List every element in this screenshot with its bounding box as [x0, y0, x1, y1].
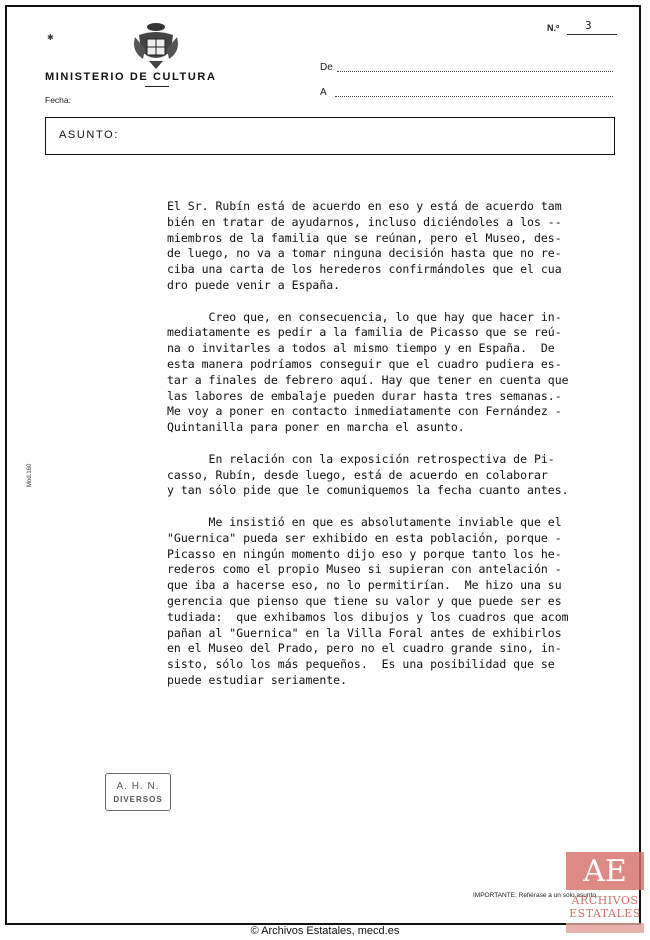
corner-mark: ✱: [47, 33, 54, 42]
text-line: "Guernica" pueda ser exhibido en esta población, porque -: [167, 530, 562, 545]
text-line: bién en tratar de ayudarnos, incluso diciéndoles a los --: [167, 214, 562, 229]
document-page: [5, 5, 641, 925]
text-line: tudiada: que exhibamos los dibujos y los cuadros que acom: [167, 609, 569, 624]
text-line: tar a finales de febrero aquí. Hay que tener en cuenta que: [167, 372, 569, 387]
side-form-code: Mod.160: [27, 463, 33, 487]
text-line: Me voy a poner en contacto inmediatamente con Fernández -: [167, 404, 562, 419]
text-line: pañan al "Guernica" en la Villa Foral antes de exhibirlos: [167, 625, 562, 640]
logo-text-1: ARCHIVOS: [571, 894, 639, 907]
text-line: gerencia que pienso que tiene su valor y que puede ser es: [167, 593, 562, 608]
logo-box: [566, 852, 644, 890]
text-line: Picasso en ningún momento dijo eso y porque tanto los he-: [167, 546, 562, 561]
archive-stamp: [105, 773, 171, 811]
text-line: en el Museo del Prado, pero no el cuadro grande sino, in-: [167, 641, 562, 656]
de-label: De: [320, 62, 333, 73]
text-line: mediatamente es pedir a la familia de Picasso que se reú-: [167, 325, 562, 340]
ministry-underline: [145, 86, 169, 87]
text-line: sisto, sólo los más pequeños. Es una posibilidad que se: [167, 657, 555, 672]
text-line: rederos como el propio Museo si supieran con antelación -: [167, 562, 562, 577]
text-line: Creo que, en consecuencia, lo que hay que hacer in-: [167, 309, 562, 324]
stamp-line-2: DIVERSOS: [113, 795, 163, 804]
text-line: las labores de embalaje pueden durar hasta tres semanas.-: [167, 388, 562, 403]
text-line: miembros de la familia que se reúnan, pero el Museo, des-: [167, 230, 562, 245]
number-label: N.º: [547, 23, 560, 33]
text-line: ciba una carta de los herederos confirmándoles que el cua: [167, 262, 562, 277]
paragraph-2: [167, 310, 609, 436]
paragraph-4: [167, 515, 609, 689]
text-line: En relación con la exposición retrospectiva de Pi-: [167, 451, 555, 466]
a-label: A: [320, 87, 327, 98]
a-field-line: [335, 96, 613, 97]
coat-of-arms-icon: [133, 21, 179, 71]
text-line: Quintanilla para poner en marcha el asunto.: [167, 420, 465, 435]
asunto-label: ASUNTO:: [59, 129, 119, 141]
paragraph-1: [167, 199, 609, 294]
text-line: de luego, no va a tomar ninguna decisión hasta que no re-: [167, 246, 562, 261]
number-line: [567, 34, 617, 35]
fecha-label: Fecha:: [45, 95, 71, 105]
logo-text-2: ESTATALES: [569, 907, 641, 920]
stamp-line-1: A. H. N.: [116, 781, 160, 792]
text-line: dro puede venir a España.: [167, 277, 341, 292]
text-line: na o invitarles a todos al mismo tiempo y en España. De: [167, 341, 555, 356]
text-line: que iba a hacerse eso, no lo permitirían. Me hizo una su: [167, 578, 562, 593]
paragraph-3: [167, 452, 609, 499]
archivos-estatales-logo: [566, 852, 644, 936]
de-field-line: [337, 71, 613, 72]
copyright-footer: © Archivos Estatales, mecd.es: [250, 925, 400, 937]
text-line: casso, Rubín, desde luego, está de acuerdo en colaborar: [167, 467, 548, 482]
text-line: Me insistió en que es absolutamente inviable que el: [167, 514, 562, 529]
logo-letters: AE: [583, 854, 627, 889]
asunto-box: [45, 117, 615, 155]
letter-body: [167, 199, 609, 689]
text-line: El Sr. Rubín está de acuerdo en eso y está de acuerdo tam: [167, 199, 562, 213]
text-line: y tan sólo pide que le comuniquemos la fecha cuanto antes.: [167, 483, 569, 498]
text-line: esta manera podríamos conseguir que el cuadro pudiera es-: [167, 356, 562, 371]
number-value: 3: [585, 19, 592, 32]
text-line: puede estudiar seriamente.: [167, 672, 348, 687]
importante-note: IMPORTANTE: Refiérase a un solo asunto.: [473, 892, 598, 899]
ministry-title: MINISTERIO DE CULTURA: [45, 71, 217, 83]
